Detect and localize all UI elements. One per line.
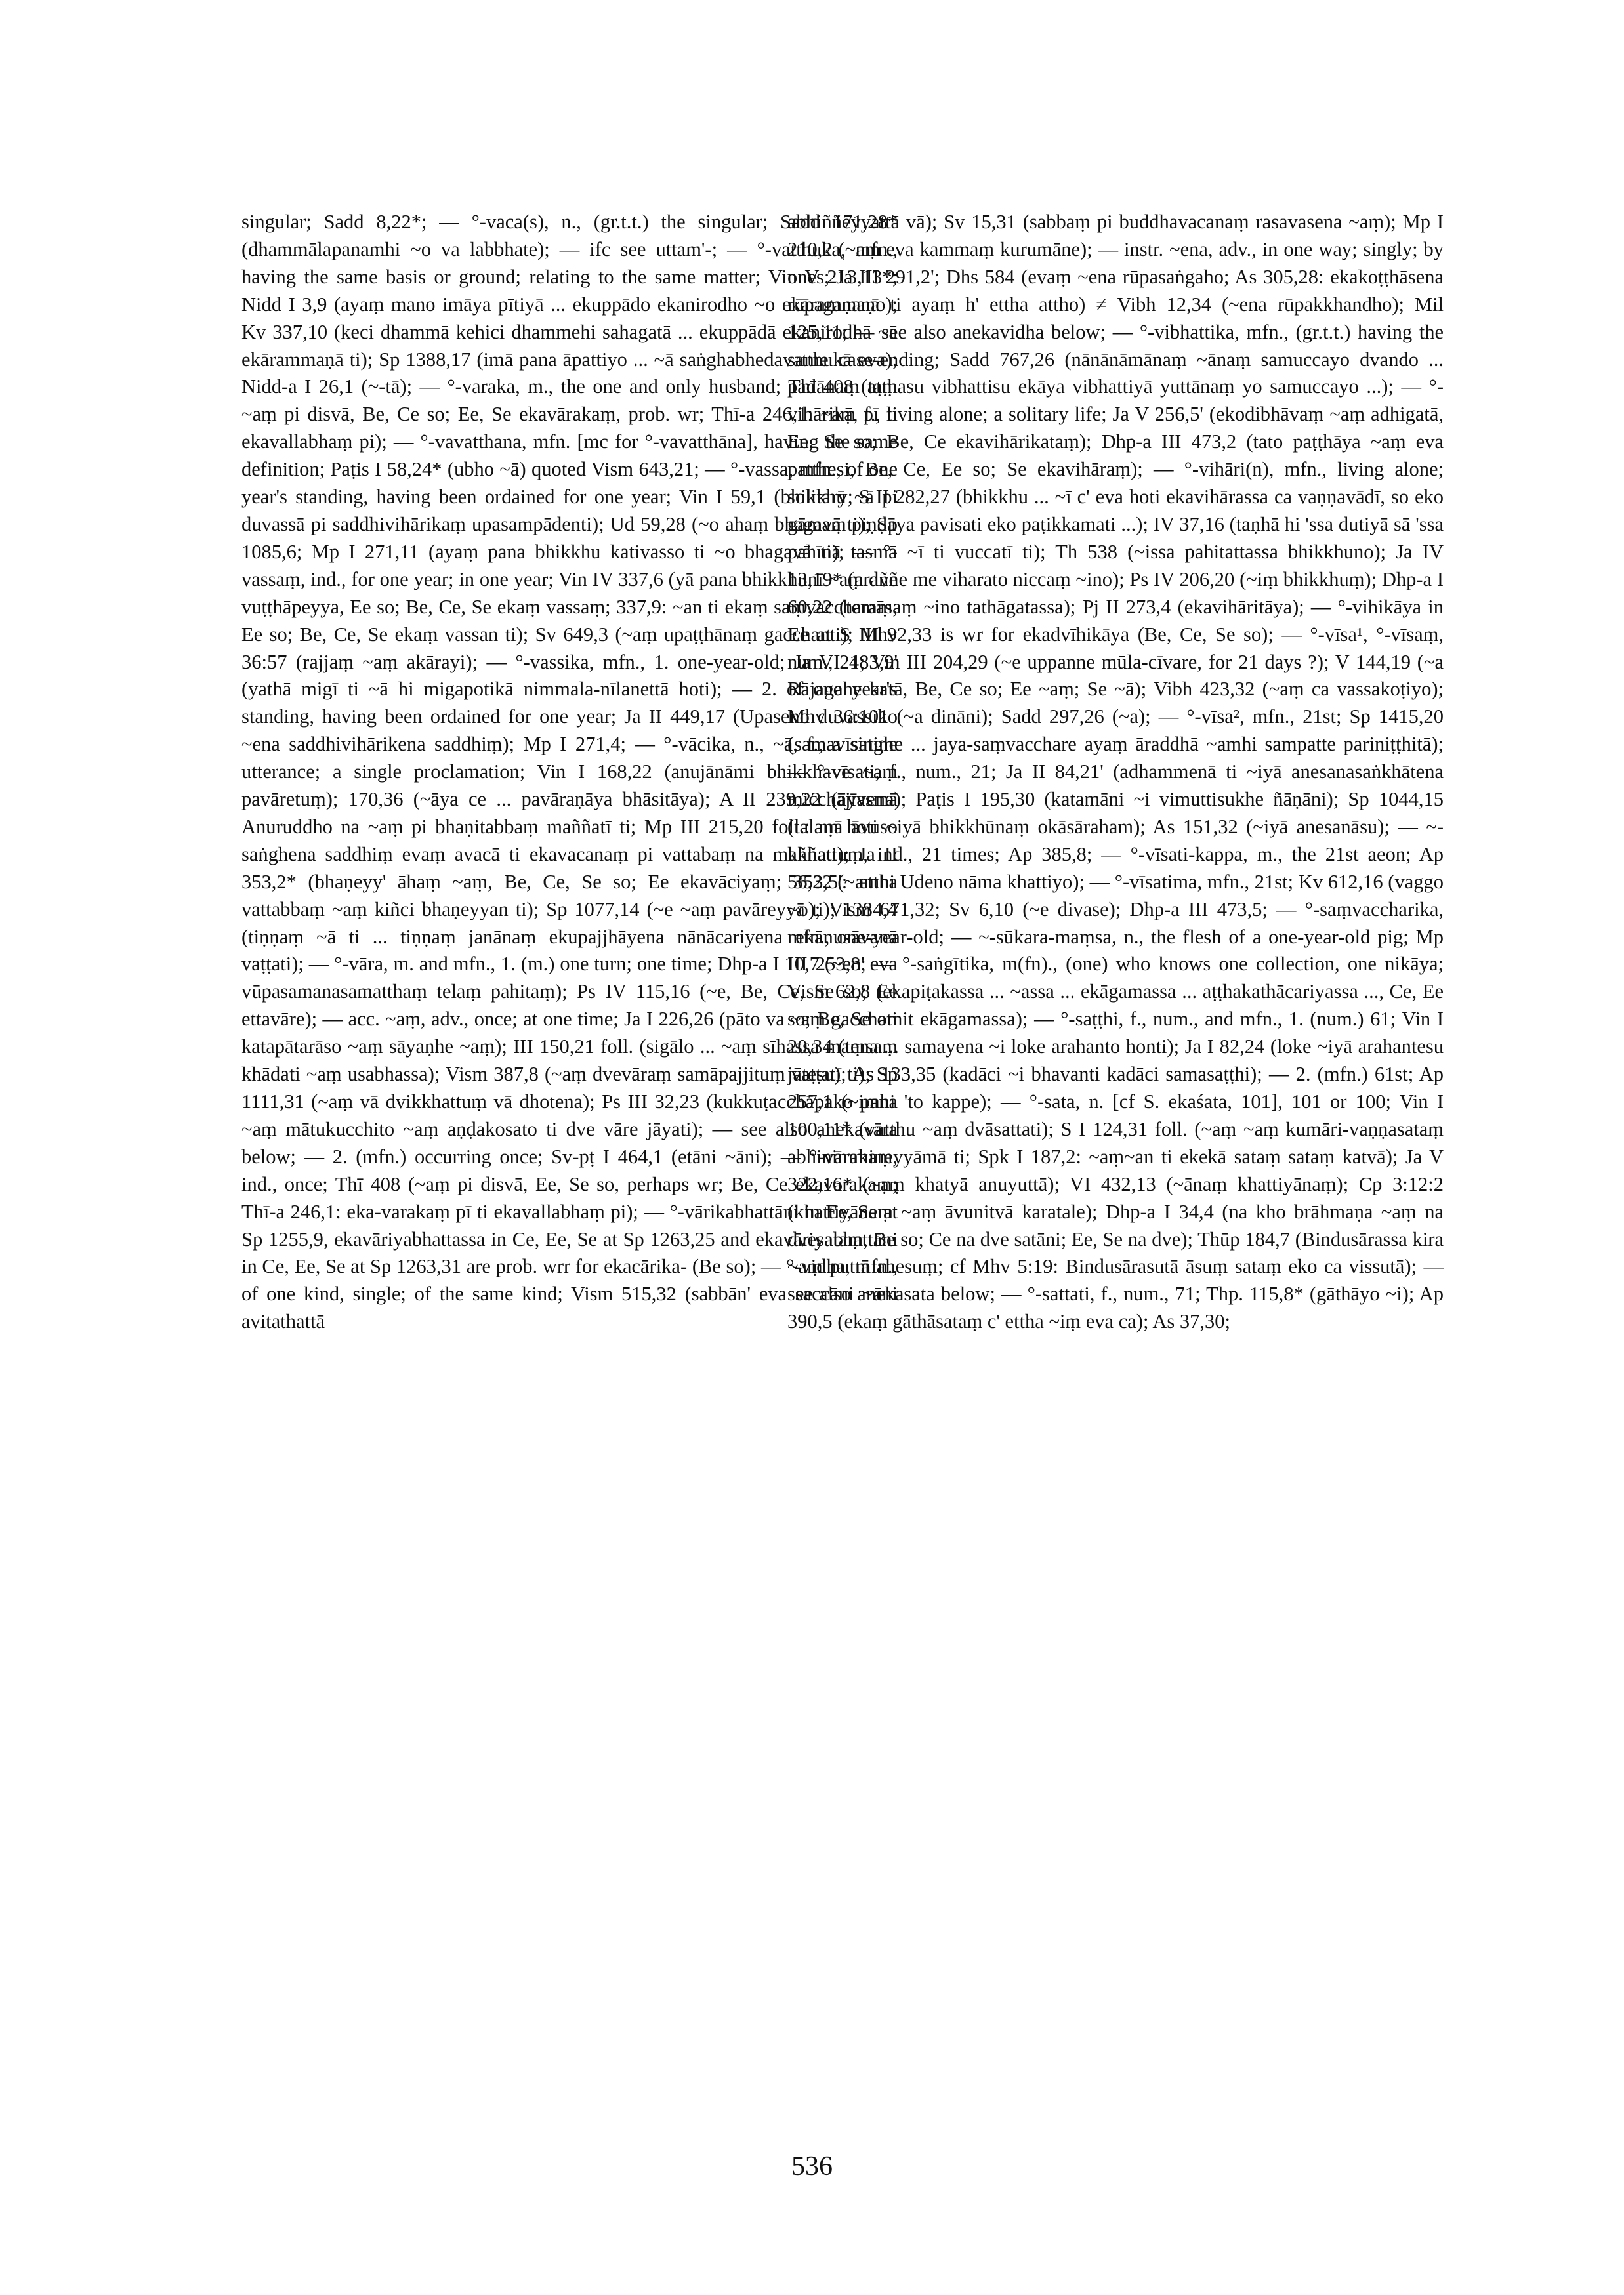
right-column [787, 209, 1444, 2098]
page-number: 536 [791, 2151, 833, 2181]
right-column-text: abhiññeyyattā vā); Sv 15,31 (sabbaṃ pi buddhavacanaṃ rasavasena ~aṃ); Mp I 210,2 (~aṃ eva kammaṃ kurumāne); — instr. ~ena, adv., in one way; singly; by ones; Ja III 291,2'; Dhs 584 (evaṃ ~ena rūpasaṅgaho; As 305,28: ekakoṭṭhāsena rūpagaṇanā ti ayaṃ h' ettha attho) ≠ Vibh 12,34 (~ena rūpakkhandho); Mil 125,11; — see also anekavidha below; — °-vibhattika, mfn., (gr.t.t.) having the same case-ending; Sadd 767,26 (nānānāmānaṃ ~ānaṃ samuccayo dvando ... padānaṃ aṭṭhasu vibhattisu ekāya vibhattiyā yuttānaṃ yo samuccayo ...); — °-vihārikā, f., living alone; a solitary life; Ja V 256,5' (ekodibhāvaṃ ~aṃ adhigatā, Ee, Se so; Be, Ce ekavihārikataṃ); Dhp-a III 473,2 (tato paṭṭhāya ~aṃ eva patthesi, Be, Ce, Ee so; Se ekavihāraṃ); — °-vihāri(n), mfn., living alone; solitary; S II 282,27 (bhikkhu ... ~ī c' eva hoti ekavihārassa ca vaṇṇavādī, so eko gāmaṃ piṇḍāya pavisati eko paṭikkamati ...); IV 37,16 (taṇhā hi 'ssa dutiyā sā 'ssa pahīnā tasmā ~ī ti vuccatī ti); Th 538 (~issa pahitattassa bhikkhuno); Ja IV 13,19* (araññe me viharato niccaṃ ~ino); Ps IV 206,20 (~iṃ bhikkhuṃ); Dhp-a I 60,22 (temāsaṃ ~ino tathāgatassa); Pj II 273,4 (ekavihāritāya); — °-vihikāya in Ee at S III 92,33 is wr for ekadvīhikāya (Be, Ce, Se so); — °-vīsa¹, °-vīsaṃ, num., 21; Vin III 204,29 (~e uppanne mūla-cīvare, for 21 days ?); V 144,19 (~a Rājagahe katā, Be, Ce so; Ee ~aṃ; Se ~ā); Vibh 423,32 (~aṃ ca vassakoṭiyo); Mhv 36:101 (~a dināni); Sadd 297,26 (~a); — °-vīsa², mfn., 21st; Sp 1415,20 (samavīsatime ... jaya-saṃvacchare ayaṃ āraddhā ~amhi sampatte pariniṭṭhitā); — °-vīsati, f., num., 21; Ja II 84,21' (adhammenā ti ~iyā anesanasaṅkhātena micchājīvena); Paṭis I 195,30 (katamāni ~i vimuttisukhe ñāṇāni); Sp 1044,15 (talaṃ hoti ~iyā bhikkhūnaṃ okāsāraham); As 151,32 (~iyā anesanāsu); — ~-kkhattuṃ, ind., 21 times; Ap 385,8; — °-vīsati-kappa, m., the 21st aeon; Ap 56,22 (~amhi Udeno nāma khattiyo); — °-vīsatima, mfn., 21st; Kv 612,16 (vaggo ~o); Vism 671,32; Sv 6,10 (~e divase); Dhp-a III 473,5; — °-saṃvaccharika, mfn., one-year-old; — ~-sūkara-maṃsa, n., the flesh of a one-year-old pig; Mp III 253,8; — °-saṅgītika, m(fn)., (one) who knows one collection, one nikāya; Vism 62,8 (ekapiṭakassa ... ~assa ... ekāgamassa ... aṭṭhakathācariyassa ..., Ce, Ee so; Be, Se omit ekāgamassa); — °-saṭṭhi, f., num., and mfn., 1. (num.) 61; Vin I 20,34 (tena ... samayena ~i loke arahanto honti); Ja I 82,24 (loke ~iyā arahantesu jātesu); As 133,35 (kadāci ~i bhavanti kadāci samasaṭṭhi); — 2. (mfn.) 61st; Ap 257,1 (~imhi 'to kappe); — °-sata, n. [cf S. ekaśata, 101], 101 or 100; Vin I 100,11* (vatthu ~aṃ dvāsattati); S I 124,31 foll. (~aṃ ~aṃ kumāri-vaṇṇasataṃ abhinimmineyyāmā ti; Spk I 187,2: ~aṃ~an ti ekekā sataṃ sataṃ katvā); Ja V 322,16* (~aṃ khatyā anuyuttā); VI 432,13 (~ānaṃ khattiyānaṃ); Cp 3:12:2 (khattiyānaṃ ~aṃ āvunitvā karatale); Dhp-a I 34,4 (na kho brāhmaṇa ~aṃ na dvesataṃ, Be so; Ce na dve satāni; Ee, Se na dve); Thūp 184,7 (Bindusārassa kira ~aṃ puttā ahesuṃ; cf Mhv 5:19: Bindusārasutā āsuṃ sataṃ eko ca vissutā); — see also anekasata below; — °-sattati, f., num., 71; Thp. 115,8* (gāthāyo ~i); Ap 390,5 (ekaṃ gāthāsataṃ c' ettha ~iṃ eva ca); As 37,30; [787, 211, 1444, 1333]
left-column-text: singular; Sadd 8,22*; — °-vaca(s), n., (gr.t.t.) the singular; Sadd 171,28* (dhammālapanamhi ~o va labbhate); — ifc see uttam'-; — °-vatthuka, mfn., having the same basis or ground; relating to the same matter; Vin V 213,13*; Nidd I 3,9 (ayaṃ mano imāya pītiyā ... ekuppādo ekanirodho ~o ekārammaṇo); Kv 337,10 (keci dhammā kehici dhammehi sahagatā ... ekuppādā ekanirodhā ~ā ekārammaṇā ti); Sp 1388,17 (imā pana āpattiyo ... ~ā saṅghabhedavatthukā eva); Nidd-a I 26,1 (~-tā); — °-varaka, m., the one and only husband; Thī 408 (taṃ ~aṃ pi disvā, Be, Ce so; Ee, Se ekavārakaṃ, prob. wr; Thī-a 246,1: ~aṃ pī ti ekavallabhaṃ pi); — °-vavatthana, mfn. [mc for °-vavatthāna], having the same definition; Paṭis I 58,24* (ubho ~ā) quoted Vism 643,21; — °-vassa, mfn., of one year's standing, having been ordained for one year; Vin I 59,1 (bhikkhū ~ā pi duvassā pi saddhivihārikaṃ upasampādenti); Ud 59,28 (~o ahaṃ bhagavā ti); Sp 1085,6; Mp I 271,11 (ayaṃ pana bhikkhu kativasso ti ~o bhagavā ti); — °-vassaṃ, ind., for one year; in one year; Vin IV 337,6 (yā pana bhikkhunī ~aṃ dve vuṭṭhāpeyya, Ee so; Be, Ce, Se ekaṃ vassaṃ; 337,9: ~an ti ekaṃ saṃvaccharaṃ, Ee so; Be, Ce, Se ekaṃ vassan ti); Sv 649,3 (~aṃ upaṭṭhānaṃ gacchanti); Mhv 36:57 (rajjaṃ ~aṃ akārayi); — °-vassika, mfn., 1. one-year-old; Ja VI 483,9' (yathā migī ti ~ā hi migapotikā nimmala-nīlanettā hoti); — 2. of one year's standing, having been ordained for one year; Ja II 449,17 (Upaseno duvassiko ~ena saddhivihārikena saddhiṃ); Mp I 271,4; — °-vācika, n., ~ā, f., a single utterance; a single proclamation; Vin I 168,22 (anujānāmi bhikkhave ~aṃ pavāretuṃ); 170,36 (~āya ce ... pavāraṇāya bhāsitāya); A II 239,22 (āyasmā Anuruddho na ~aṃ pi bhaṇitabbaṃ maññatī ti; Mp III 215,20 foll.: mā āvuso saṅghena saddhiṃ evaṃ avacā ti ekavacanaṃ pi vattabaṃ na maññati); Ja II 353,2* (bhaṇeyy' āhaṃ ~aṃ, Be, Ce, Se so; Ee ekavāciyaṃ; 353,5': ettha vattabbaṃ ~aṃ kiñci bhaṇeyyan ti); Sp 1077,14 (~e ~aṃ pavāreyyā ti); 1384,4 (tiṇṇaṃ ~ā ti ... tiṇṇaṃ janānaṃ ekupajjhāyena nānācariyena ekānusāvanā vaṭṭati); — °-vāra, m. and mfn., 1. (m.) one turn; one time; Dhp-a I 10,7 (~en' eva vūpasamanasamatthaṃ telaṃ pahitaṃ); Ps IV 115,16 (~e, Be, Ce, Se so; Ee ettavāre); — acc. ~aṃ, adv., once; at one time; Ja I 226,26 (pāto va ~aṃ gacchati katapātarāso ~aṃ sāyaṇhe ~aṃ); III 150,21 foll. (sigālo ... ~aṃ sīhassa maṃsaṃ khādati ~aṃ usabhassa); Vism 387,8 (~aṃ dvevāraṃ samāpajjituṃ vaṭṭatī ti); Sp 1111,31 (~aṃ vā dvikkhattuṃ vā dhotena); Ps III 32,23 (kukkuṭacchāpako pana ~aṃ mātukucchito ~aṃ aṇḍakosato ti dve vāre jāyati); — see also anekavāra below; — 2. (mfn.) occurring once; Sv-pṭ I 464,1 (etāni ~āni); — °-vārakaṃ, ind., once; Thī 408 (~aṃ pi disvā, Ee, Se so, perhaps wr; Be, Ce ekavarakaṃ; Thī-a 246,1: eka-varakaṃ pī ti ekavallabhaṃ pi); — °-vārikabhattāni in Ee, Se at Sp 1255,9, ekavāriyabhattassa in Ce, Ee, Se at Sp 1263,25 and ekavāriyabhattāni in Ce, Ee, Se at Sp 1263,31 are prob. wrr for ekacārika- (Be so); — °-vidha, mfn., of one kind, single; of the same kind; Vism 515,32 (sabbān' eva saccāni ~āni avitathattā [241, 211, 898, 1333]
